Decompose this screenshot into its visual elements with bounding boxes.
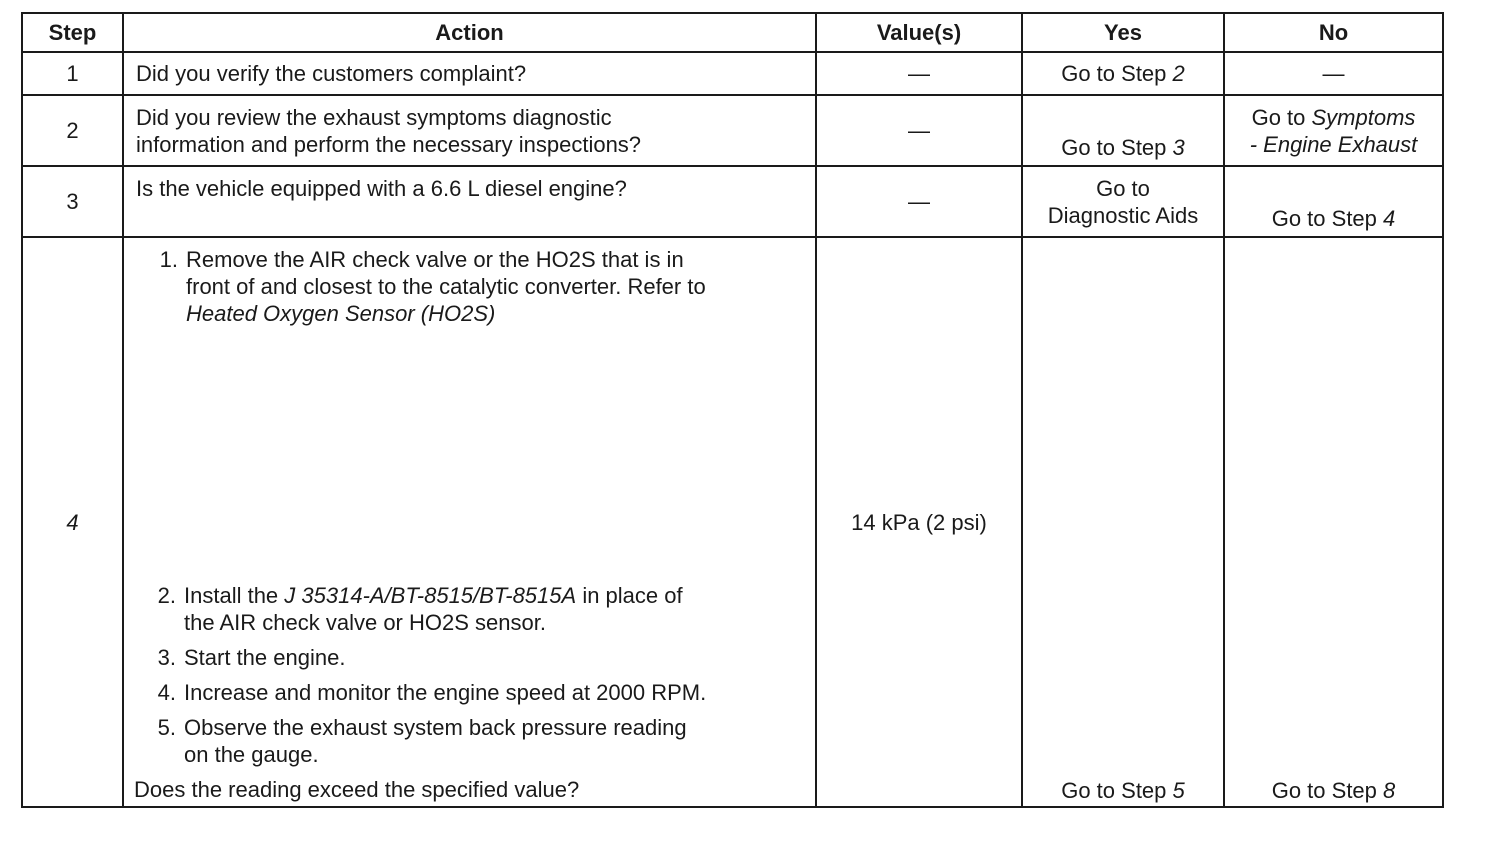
- step-number: 4: [22, 237, 123, 807]
- no-ref: Symptoms: [1311, 104, 1416, 130]
- list-item: 3. Start the engine.: [157, 645, 346, 670]
- list-item: 1. Remove the AIR check valve or the HO2S that is in front of and closest to the catalytic converter. Refer to Heated Oxygen Sensor (HO2S): [159, 247, 706, 326]
- list-item: 4. Increase and monitor the engine speed at 2000 RPM.: [157, 680, 707, 705]
- reference-link: Heated Oxygen Sensor (HO2S): [186, 301, 496, 326]
- list-item: 2. Install the J 35314-A/BT-8515/BT-8515A in place of the AIR check valve or HO2S sensor.: [157, 583, 683, 635]
- list-item: 5. Observe the exhaust system back pressure reading on the gauge.: [157, 715, 687, 767]
- instruction-list-lower: [134, 582, 807, 803]
- table-row-4: [22, 237, 1443, 807]
- yes-step-ref: 2: [1172, 61, 1185, 86]
- table-row-2: [22, 95, 1443, 166]
- step-number: 3: [22, 166, 123, 237]
- instruction-list: [134, 246, 807, 327]
- no-action: Go to Step 8: [1224, 237, 1443, 807]
- diagnostic-table: [21, 12, 1444, 808]
- value-dash: —: [816, 166, 1022, 237]
- value-dash: —: [816, 95, 1022, 166]
- header-no: No: [1224, 13, 1443, 52]
- action-text: Is the vehicle equipped with a 6.6 L diesel engine?: [123, 166, 816, 237]
- yes-action: Go to Diagnostic Aids: [1022, 166, 1224, 237]
- tool-name: J 35314-A/BT-8515/BT-8515A: [284, 583, 577, 608]
- yes-action: Go to Step 2: [1022, 52, 1224, 95]
- step-number: 2: [22, 95, 123, 166]
- header-yes: Yes: [1022, 13, 1224, 52]
- yes-step-ref: 3: [1172, 135, 1185, 160]
- table-row-1: [22, 52, 1443, 95]
- question-text: Does the reading exceed the specified value?: [134, 777, 580, 802]
- header-values: Value(s): [816, 13, 1022, 52]
- action-text: Did you verify the customers complaint?: [123, 52, 816, 95]
- value-text: 14 kPa (2 psi): [816, 237, 1022, 807]
- no-step-ref: 8: [1383, 778, 1396, 803]
- yes-step-ref: 5: [1172, 778, 1185, 803]
- header-step: Step: [22, 13, 123, 52]
- step-number: 1: [22, 52, 123, 95]
- no-step-ref: 4: [1383, 206, 1396, 231]
- header-row: [22, 13, 1443, 52]
- no-action: Go to Symptoms - Engine Exhaust: [1224, 95, 1443, 166]
- action-text: Did you review the exhaust symptoms diagnostic information and perform the necessary inspections?: [123, 95, 816, 166]
- table-row-3: [22, 166, 1443, 237]
- no-action: Go to Step 4: [1224, 166, 1443, 237]
- yes-action: Go to Step 5: [1022, 237, 1224, 807]
- value-dash: —: [816, 52, 1022, 95]
- header-action: Action: [123, 13, 816, 52]
- no-dash: —: [1224, 52, 1443, 95]
- yes-action: Go to Step 3: [1022, 95, 1224, 166]
- no-ref-line2: - Engine Exhaust: [1249, 131, 1418, 157]
- action-text: [123, 237, 816, 807]
